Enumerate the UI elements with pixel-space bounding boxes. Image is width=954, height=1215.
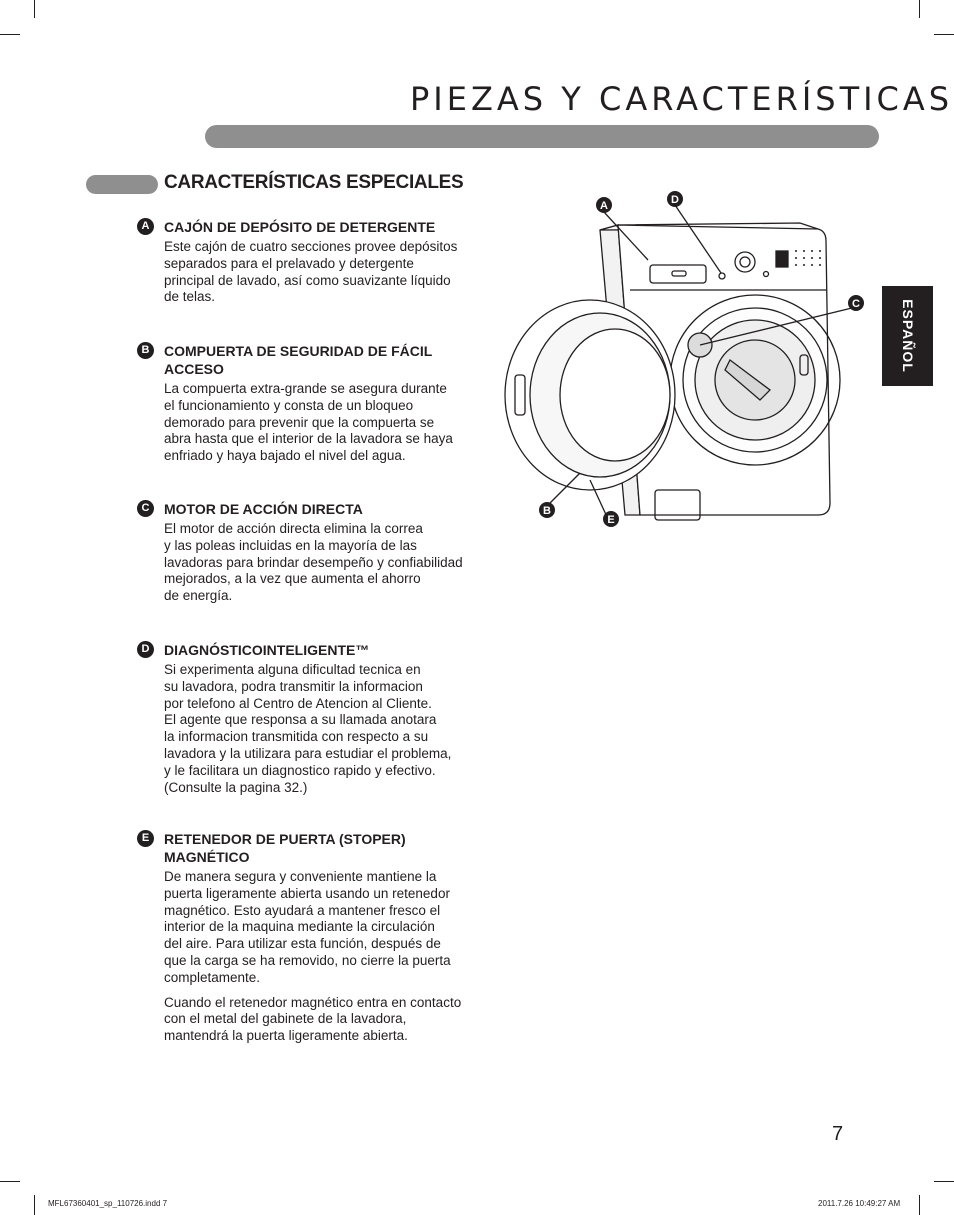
language-tab-label: ESPAÑOL [899, 299, 916, 373]
crop-mark [934, 34, 954, 35]
feature-e [137, 830, 497, 1045]
svg-text:C: C [852, 298, 860, 310]
badge-c: C [137, 500, 154, 517]
footer-right: 2011.7.26 10:49:27 AM [818, 1199, 901, 1208]
badge-b: B [137, 342, 154, 359]
crop-mark [919, 1195, 920, 1215]
page-title: PIEZAS Y CARACTERÍSTICAS [410, 80, 954, 118]
feature-a [137, 218, 497, 306]
section-title: CARACTERÍSTICAS ESPECIALES [164, 172, 464, 193]
crop-mark [934, 1181, 954, 1182]
svg-text:B: B [543, 505, 551, 517]
feature-title: RETENEDOR DE PUERTA (STOPER) MAGNÉTICO [164, 831, 406, 865]
feature-title: COMPUERTA DE SEGURIDAD DE FÁCIL ACCESO [164, 343, 433, 377]
crop-mark [34, 1195, 35, 1215]
footer-left: MFL67360401_sp_110726.indd 7 [48, 1199, 168, 1208]
feature-b [137, 342, 497, 465]
crop-mark [0, 34, 20, 35]
crop-mark [919, 0, 920, 18]
callout-e [603, 511, 619, 527]
svg-text:A: A [600, 200, 608, 212]
callout-d [667, 191, 683, 207]
callout-a [596, 197, 612, 213]
feature-d [137, 641, 497, 796]
feature-c [137, 500, 497, 605]
svg-text:D: D [671, 194, 679, 206]
crop-mark [0, 1181, 20, 1182]
feature-body: Si experimenta alguna dificultad tecnica en su lavadora, podra transmitir la informacion por telefono al Centro de Atencion al Cliente. El agente que responsa a su llamada anotara la informacion transmitida con respecto a su lavadora y la utilizara para estudiar el problema, y le facilitara un diagnostico rapido y efectivo. (Consulte la pagina 32.) [164, 662, 452, 795]
crop-mark [34, 0, 35, 18]
feature-body: La compuerta extra-grande se asegura durante el funcionamiento y consta de un bloqueo demorado para prevenir que la compuerta se abra hasta que el interior de la lavadora se haya enfriado y haya bajado el nivel del agua. [164, 381, 453, 464]
language-tab [882, 286, 933, 386]
badge-a: A [137, 218, 154, 235]
title-bar [205, 125, 879, 148]
badge-d: D [137, 641, 154, 658]
callout-c [848, 295, 864, 311]
feature-body: El motor de acción directa elimina la correa y las poleas incluidas en la mayoría de las lavadoras para brindar desempeño y confiabilidad mejorados, a la vez que aumenta el ahorro de energía. [164, 521, 463, 604]
svg-text:E: E [607, 514, 615, 526]
feature-body: De manera segura y conveniente mantiene la puerta ligeramente abierta usando un retenedor magnético. Esto ayudará a mantener fresco el interior de la maquina mediante la circulación del aire. Para utilizar esta función, después de que la carga se ha removido, no cierre la puerta completamente. [164, 869, 451, 985]
feature-title: CAJÓN DE DEPÓSITO DE DETERGENTE [164, 219, 436, 235]
callout-b [539, 502, 555, 518]
section-pill [86, 175, 158, 194]
feature-body-2: Cuando el retenedor magnético entra en contacto con el metal del gabinete de la lavadora, mantendrá la puerta ligeramente abierta. [164, 994, 462, 1044]
badge-e: E [137, 830, 154, 847]
feature-body: Este cajón de cuatro secciones provee depósitos separados para el prelavado y detergente principal de lavado, así como suavizante líquido de telas. [164, 239, 458, 305]
washer-illustration [500, 185, 880, 545]
feature-title: MOTOR DE ACCIÓN DIRECTA [164, 501, 363, 517]
page-number: 7 [832, 1123, 844, 1145]
feature-title: DIAGNÓSTICOINTELIGENTE™ [164, 642, 370, 658]
